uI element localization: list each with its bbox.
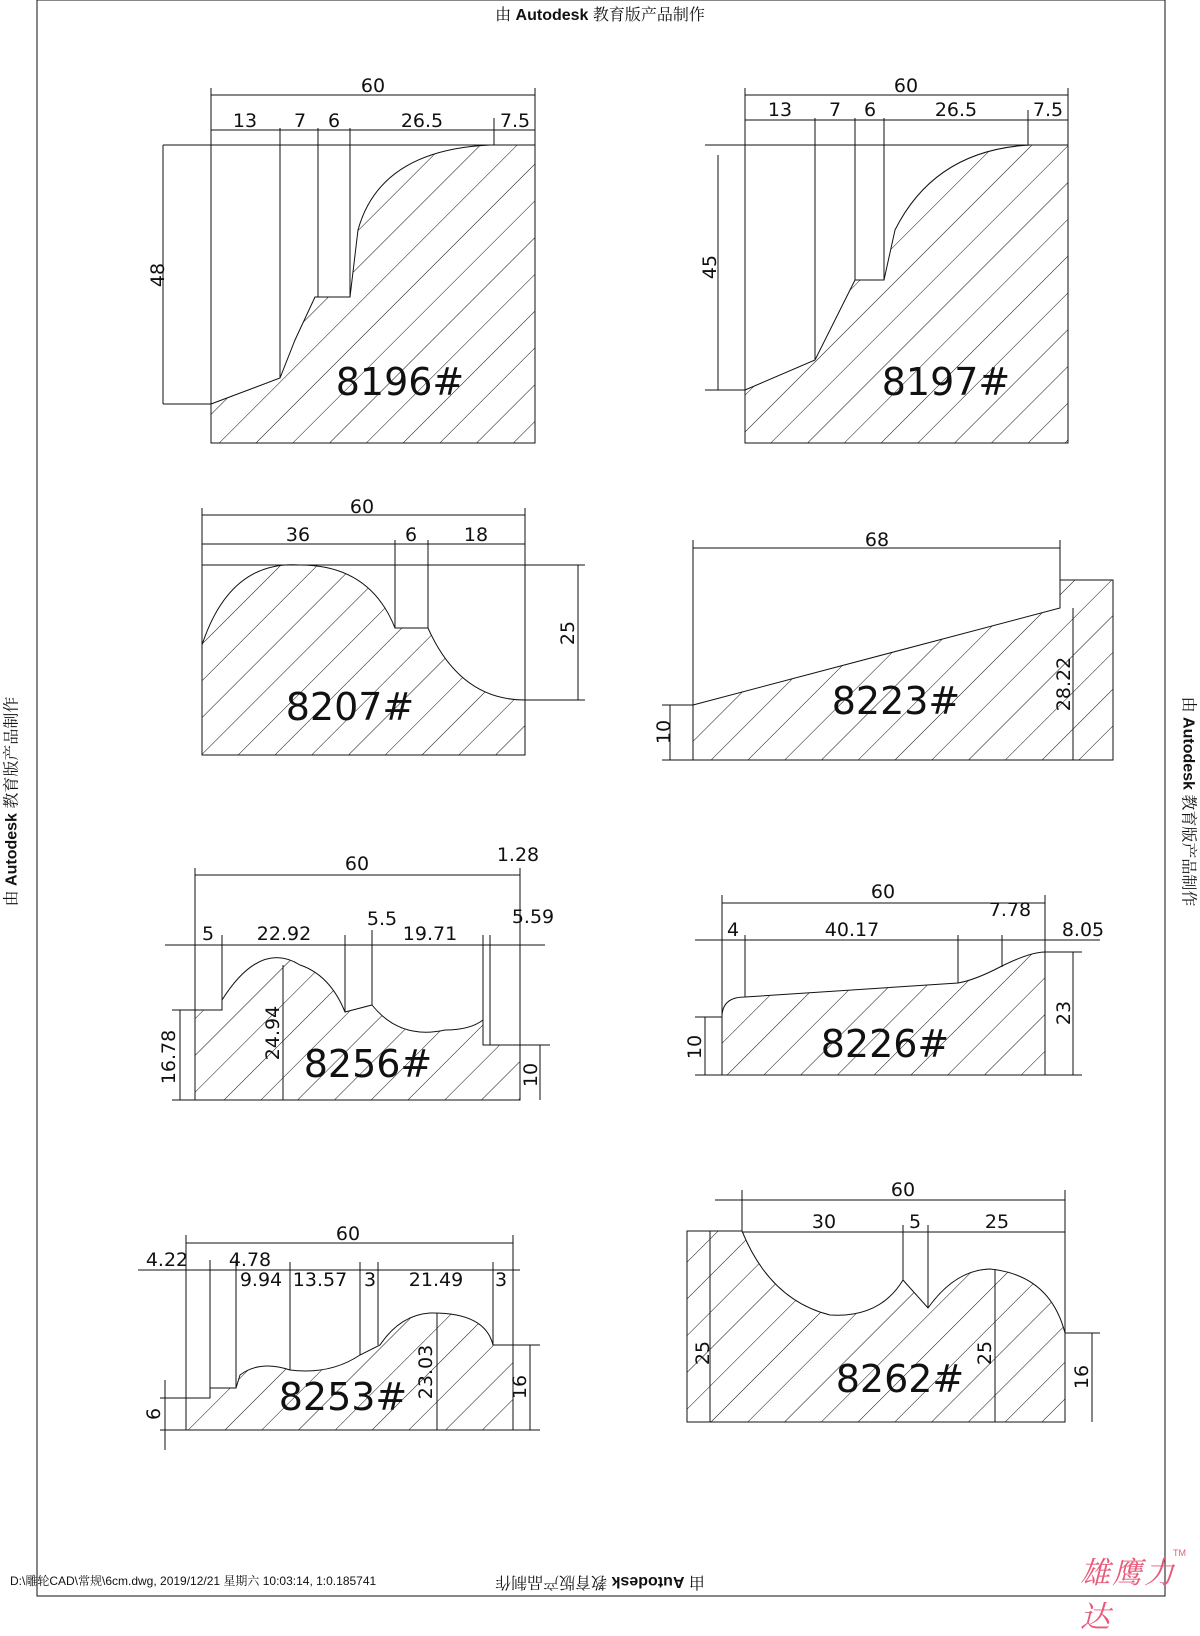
brand-logo-text: 雄鹰力达 — [1080, 1556, 1176, 1635]
header-brand: Autodesk — [1180, 717, 1197, 790]
dim-segment: 18 — [464, 524, 488, 546]
dim-left-height-8226: 10 — [684, 1035, 706, 1059]
brand-logo — [1080, 1548, 1190, 1598]
dim-segment: 26.5 — [935, 99, 977, 121]
dim-overall-8226: 60 — [871, 881, 895, 903]
dim-segment: 5.59 — [512, 906, 554, 928]
dim-overall-8223: 68 — [865, 529, 889, 551]
dim-segment: 7.5 — [1033, 99, 1063, 121]
header-suffix: 教育版产品制作 — [495, 1573, 611, 1590]
dim-overall-8207: 60 — [350, 496, 374, 518]
brand-logo-tm: TM — [1173, 1548, 1186, 1558]
dim-segment: 6 — [864, 99, 876, 121]
header-brand: Autodesk — [516, 7, 589, 24]
dim-segment: 30 — [812, 1211, 836, 1233]
dim-peak-height-8256: 24.94 — [262, 1006, 284, 1060]
dim-height-8196: 48 — [147, 263, 169, 287]
profile-label-8223: 8223# — [832, 679, 961, 723]
dim-segment: 36 — [286, 524, 310, 546]
dim-segment: 4.78 — [229, 1249, 271, 1271]
dim-right-height-8223: 28.22 — [1053, 657, 1075, 711]
header-prefix: 由 — [4, 886, 21, 906]
dim-segment: 13 — [233, 110, 257, 132]
profile-label-8207: 8207# — [286, 685, 415, 729]
dim-overall-8256: 60 — [345, 853, 369, 875]
dim-left-height-8253: 6 — [143, 1408, 165, 1420]
dim-overall-8262: 60 — [891, 1179, 915, 1201]
dim-segment: 19.71 — [403, 923, 457, 945]
dim-segment: 5 — [909, 1211, 921, 1233]
dim-right-height-8256: 10 — [520, 1063, 542, 1087]
dim-segment: 40.17 — [825, 919, 879, 941]
dim-segment: 3 — [495, 1269, 507, 1291]
dim-segment: 4.22 — [146, 1249, 188, 1271]
dim-overall-8196: 60 — [361, 75, 385, 97]
header-suffix: 教育版产品制作 — [1180, 790, 1197, 906]
header-prefix: 由 — [495, 7, 515, 24]
dim-segment: 25 — [985, 1211, 1009, 1233]
profile-8223 — [662, 540, 1113, 760]
dim-left-height-8256: 16.78 — [158, 1030, 180, 1084]
header-brand: Autodesk — [4, 813, 21, 886]
dim-overall-8253: 60 — [336, 1223, 360, 1245]
profile-label-8256: 8256# — [304, 1042, 433, 1086]
dim-segment: 13 — [768, 99, 792, 121]
dim-overall-8197: 60 — [894, 75, 918, 97]
header-prefix: 由 — [1180, 697, 1197, 717]
profile-8223-section — [693, 580, 1113, 760]
dim-segment: 21.49 — [409, 1269, 463, 1291]
dim-height-8197: 45 — [699, 255, 721, 279]
profile-label-8196: 8196# — [336, 360, 465, 404]
dim-height-8207: 25 — [557, 621, 579, 645]
dim-segment: 22.92 — [257, 923, 311, 945]
dim-segment: 13.57 — [293, 1269, 347, 1291]
header-suffix: 教育版产品制作 — [4, 697, 21, 813]
header-brand: Autodesk — [612, 1573, 685, 1590]
profile-label-8253: 8253# — [279, 1375, 408, 1419]
dim-segment: 6 — [328, 110, 340, 132]
dim-segment: 5 — [202, 923, 214, 945]
dim-segment: 7 — [829, 99, 841, 121]
dim-segment: 6 — [405, 524, 417, 546]
dim-peak-height-8253: 23.03 — [415, 1345, 437, 1399]
dim-segment: 7 — [294, 110, 306, 132]
dim-segment: 26.5 — [401, 110, 443, 132]
dim-segment: 5.5 — [367, 908, 397, 930]
file-path-footer: D:\雕轮CAD\常规\6cm.dwg, 2019/12/21 星期六 10:03:14, 1:0.185741 — [10, 1572, 376, 1589]
profile-label-8226: 8226# — [821, 1022, 950, 1066]
dim-right-height-8253: 16 — [509, 1375, 531, 1399]
dim-right-height-8262: 16 — [1071, 1365, 1093, 1389]
dim-segment: 7.78 — [989, 899, 1031, 921]
dim-peak-height-8262: 25 — [974, 1341, 996, 1365]
profile-label-8197: 8197# — [882, 360, 1011, 404]
profile-label-8262: 8262# — [836, 1357, 965, 1401]
dim-segment: 1.28 — [497, 844, 539, 866]
header-prefix: 由 — [684, 1573, 704, 1590]
dim-segment: 8.05 — [1062, 919, 1104, 941]
dim-right-height-8226: 23 — [1053, 1001, 1075, 1025]
dim-segment: 9.94 — [240, 1269, 282, 1291]
dim-segment: 3 — [364, 1269, 376, 1291]
dim-left-height-8262: 25 — [692, 1341, 714, 1365]
dim-left-height-8223: 10 — [653, 720, 675, 744]
header-suffix: 教育版产品制作 — [588, 7, 704, 24]
dim-segment: 4 — [727, 919, 739, 941]
dim-segment: 7.5 — [500, 110, 530, 132]
